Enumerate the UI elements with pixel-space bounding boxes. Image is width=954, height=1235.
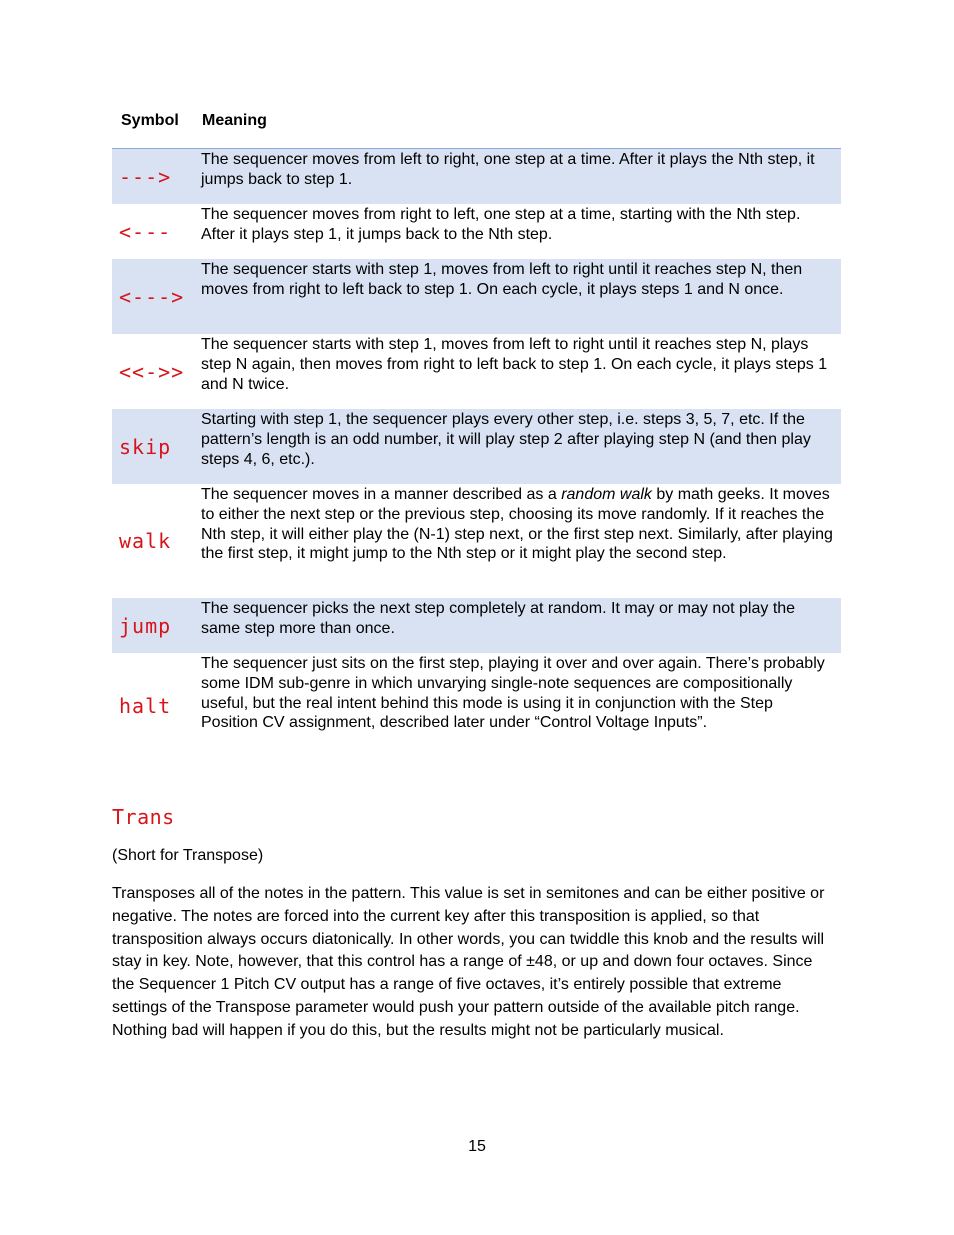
meaning-text: The sequencer just sits on the first step, playing it over and over again. There’s probably some IDM sub-genre in which unvarying single-note sequences are compositionally useful, but the real intent behind this mode is using it in conjunction with the Step Position CV assignment, described later under “Control Voltage Inputs”. bbox=[201, 655, 825, 732]
section-body: Transposes all of the notes in the pattern. This value is set in semitones and can be either positive or negative. The notes are forced into the current key after this transposition is applied, so that transposition always occurs diatonically. In other words, you can twiddle this knob and the results will stay in key. Note, however, that this control has a range of ±48, or up and down four octaves. Since the Sequencer 1 Pitch CV output has a range of five octaves, it’s entirely possible that extreme settings of the Transpose parameter would push your pattern outside of the available pitch range. Nothing bad will happen if you do this, but the results might not be particularly musical. bbox=[112, 885, 825, 1039]
table-header bbox=[112, 112, 841, 132]
header-meaning: Meaning bbox=[202, 112, 267, 129]
table-row bbox=[112, 259, 841, 334]
symbol-table bbox=[112, 148, 841, 758]
meaning-text: The sequencer starts with step 1, moves from left to right until it reaches step N, plays step N again, then moves from right to left back to step 1. On each cycle, it plays steps 1 and N twice. bbox=[201, 336, 828, 393]
section-heading: Trans bbox=[112, 805, 175, 829]
table-row bbox=[112, 149, 841, 204]
header-symbol: Symbol bbox=[121, 112, 179, 129]
symbol-skip: skip bbox=[119, 434, 172, 459]
table-row bbox=[112, 598, 841, 653]
symbol-forward: ---> bbox=[119, 164, 172, 189]
meaning-text: Starting with step 1, the sequencer plays every other step, i.e. steps 3, 5, 7, etc. If the pattern’s length is an odd number, it will play step 2 after playing step N (and then play steps 4, 6, etc.). bbox=[201, 411, 811, 468]
table-row bbox=[112, 484, 841, 598]
meaning-text: The sequencer moves from right to left, one step at a time, starting with the Nth step. After it plays step 1, it jumps back to the Nth step. bbox=[201, 206, 801, 243]
symbol-pingpong: <---> bbox=[119, 284, 185, 309]
meaning-text: The sequencer moves from left to right, one step at a time. After it plays the Nth step, it jumps back to step 1. bbox=[201, 151, 815, 188]
symbol-walk: walk bbox=[119, 529, 172, 553]
table-row bbox=[112, 204, 841, 259]
symbol-jump: jump bbox=[119, 613, 172, 638]
section-subtitle: (Short for Transpose) bbox=[112, 847, 264, 864]
table-row bbox=[112, 334, 841, 409]
table-row bbox=[112, 653, 841, 758]
meaning-text: The sequencer picks the next step completely at random. It may or may not play the same step more than once. bbox=[201, 600, 796, 637]
symbol-halt: halt bbox=[119, 693, 172, 718]
meaning-text: The sequencer moves in a manner described as a random walk by math geeks. It moves to either the next step or the previous step, choosing its move randomly. If it reaches the Nth step, it will either play the (N-1) step next, or the first step next. Similarly, after playing the first step, it might jump to the Nth step or it might play the second step. bbox=[201, 486, 833, 563]
table-row bbox=[112, 409, 841, 484]
symbol-pingpong-repeat: <<->> bbox=[119, 359, 185, 384]
page-number: 15 bbox=[468, 1138, 486, 1155]
symbol-backward: <--- bbox=[119, 219, 172, 244]
meaning-text: The sequencer starts with step 1, moves from left to right until it reaches step N, then moves from right to left back to step 1. On each cycle, it plays steps 1 and N once. bbox=[201, 261, 803, 298]
